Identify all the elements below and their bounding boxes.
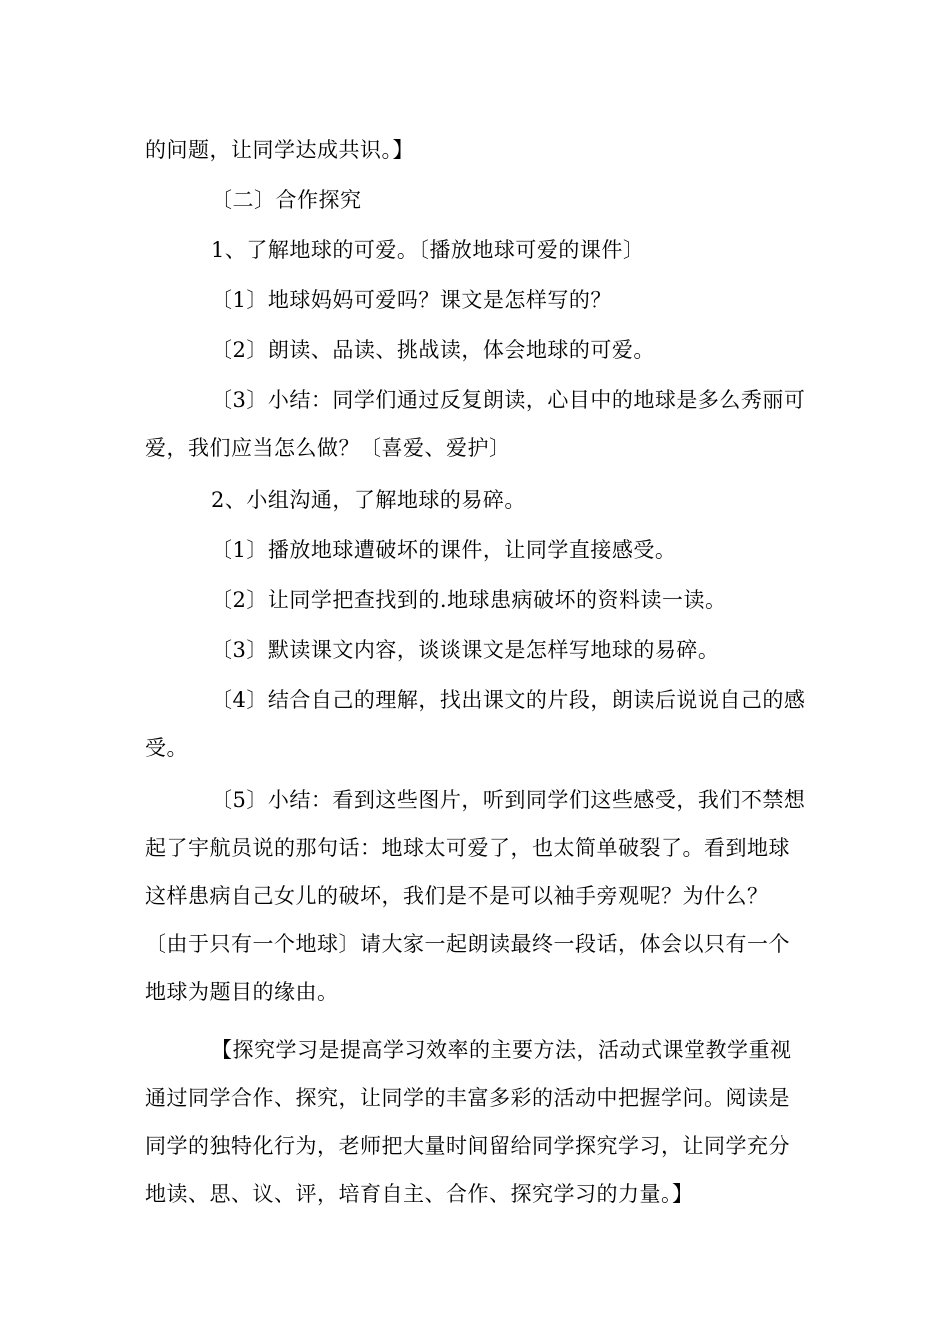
item-1-sub-1: 〔1〕地球妈妈可爱吗？课文是怎样写的？ xyxy=(211,288,612,312)
section-heading-cooperative-inquiry: 〔二〕合作探究 xyxy=(211,188,362,212)
item-1-sub-3: 〔3〕小结：同学们通过反复朗读，心目中的地球是多么秀丽可爱，我们应当怎么做？〔喜爱、爱护〕 xyxy=(145,388,806,460)
item-2-sub-1: 〔1〕播放地球遭破坏的课件，让同学直接感受。 xyxy=(211,538,677,562)
commentary-paragraph: 【探究学习是提高学习效率的主要方法，活动式课堂教学重视通过同学合作、探究，让同学的丰富多彩的活动中把握学问。阅读是同学的独特化行为，老师把大量时间留给同学探究学习，让同学充分地读、思、议、评，培育自主、合作、探究学习的力量。】 xyxy=(145,1038,792,1206)
item-1-heading: 1、了解地球的可爱。〔播放地球可爱的课件〕 xyxy=(211,238,645,262)
item-1-sub-2: 〔2〕朗读、品读、挑战读，体会地球的可爱。 xyxy=(211,338,655,362)
paragraph-continuation: 的问题，让同学达成共识。】 xyxy=(145,138,414,162)
item-2-sub-5: 〔5〕小结：看到这些图片，听到同学们这些感受，我们不禁想起了宇航员说的那句话：地球太可爱了，也太简单破裂了。看到地球这样患病自己女儿的破坏，我们是不是可以袖手旁观呢？为什么？〔由于只有一个地球〕请大家一起朗读最终一段话，体会以只有一个地球为题目的缘由。 xyxy=(145,788,806,1004)
item-2-sub-3: 〔3〕默读课文内容，谈谈课文是怎样写地球的易碎。 xyxy=(211,638,720,662)
item-2-heading: 2、小组沟通，了解地球的易碎。 xyxy=(211,488,526,512)
item-2-sub-2: 〔2〕让同学把查找到的.地球患病破坏的资料读一读。 xyxy=(211,588,727,612)
item-2-sub-4: 〔4〕结合自己的理解，找出课文的片段，朗读后说说自己的感受。 xyxy=(145,688,806,760)
